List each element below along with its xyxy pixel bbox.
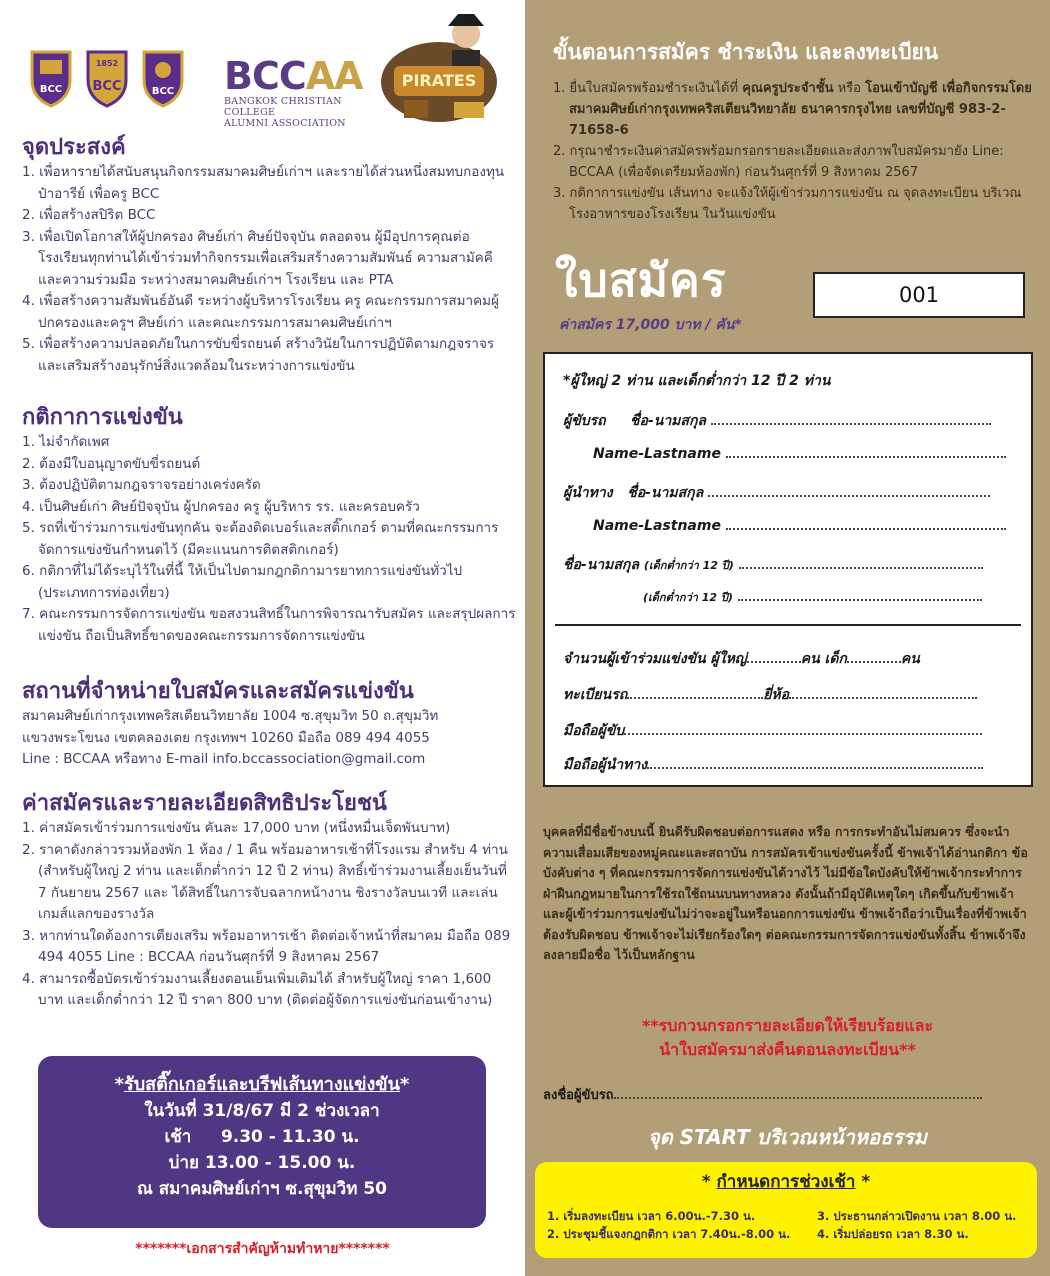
- list-item: 3. หากท่านใดต้องการเตียงเสริม พร้อมอาหารเช้า ติดต่อเจ้าหน้าที่สมาคม มือถือ 089 494 4055 Line : BCCAA ก่อนวันศุกร์ที่ 9 สิงหาคม 2567: [22, 927, 511, 965]
- step-1-text: 1. ยื่นใบสมัครพร้อมชำระเงินได้ที่: [553, 81, 743, 96]
- schedule-title-text: กำหนดการช่วงเช้า: [716, 1172, 856, 1192]
- steps-heading: ขั้นตอนการสมัคร ชำระเงิน และลงทะเบียน: [553, 40, 939, 64]
- bccaa-logo: [224, 54, 384, 129]
- promo-location: ณ สมาคมศิษย์เก่าฯ ซ.สุขุมวิท 50: [137, 1179, 387, 1199]
- step-2: 2. กรุณาชำระเงินค่าสมัครพร้อมกรอกรายละเอียดและส่งภาพใบสมัครมายัง Line: BCCAA (เพื่อจัดเตรียมห้องพัก) ก่อนวันศุกร์ที่ 9 สิงหาคม 2567: [553, 144, 1004, 180]
- driver-name-field[interactable]: [711, 413, 991, 425]
- bccaa-brand: BCCAA: [224, 54, 363, 98]
- participants-kids-label: คน เด็ก: [800, 651, 847, 667]
- navigator-name-en-label: Name-Lastname: [593, 518, 721, 534]
- brand-field[interactable]: [789, 687, 977, 699]
- driver-name-row[interactable]: [563, 410, 991, 432]
- reminder-line-1: **รบกวนกรอกรายละเอียดให้เรียบร้อยและ: [641, 1016, 934, 1035]
- list-item: 2. ต้องมีใบอนุญาตขับขี่รถยนต์: [22, 455, 201, 472]
- benefits-list: [22, 818, 517, 1012]
- purpose-heading: จุดประสงค์: [22, 135, 126, 160]
- navigator-mobile-label: มือถือผู้นำทาง: [563, 757, 648, 773]
- purpose-list: [22, 162, 517, 377]
- navigator-mobile-row[interactable]: [563, 754, 983, 776]
- child-name-row[interactable]: [563, 554, 983, 576]
- crest-text: BCC: [92, 79, 122, 94]
- driver-name-en-row[interactable]: [593, 446, 1006, 462]
- svg-text:BCC: BCC: [151, 86, 175, 97]
- promo-date: ในวันที่ 31/8/67 มี 2 ช่วงเวลา: [144, 1101, 380, 1121]
- rules-heading: กติกาการแข่งขัน: [22, 405, 183, 430]
- navigator-name-en-row[interactable]: [593, 518, 1006, 534]
- rules-section: [22, 404, 517, 647]
- step-1-bank: โอนเข้าบัญชี เพื่อกิจกรรมโดยสมาคมศิษย์เก่ากรุงเทพคริสเตียนวิทยาลัย ธนาคารกรุงไทย เลขที่บัญชี 983-2-71658-6: [569, 81, 1032, 138]
- step-1-or: หรือ: [833, 81, 866, 96]
- crest-year: 1852: [95, 59, 119, 68]
- plate-label: ทะเบียนรถ: [563, 687, 628, 703]
- driver-label: ผู้ขับรถ: [563, 413, 606, 429]
- venue-contact-line: Line : BCCAA หรือทาง E-mail info.bccassociation@gmail.com: [22, 751, 426, 767]
- schedule-item: 3. ประธานกล่าวเปิดงาน เวลา 8.00 น.: [817, 1209, 1017, 1223]
- brand-label: ยี่ห้อ: [763, 687, 790, 703]
- pirates-rally-logo-icon: [374, 10, 504, 128]
- schedule-title: [535, 1168, 1037, 1195]
- participants-unit-label: คน: [900, 651, 920, 667]
- form-note: *ผู้ใหญ่ 2 ท่าน และเด็กต่ำกว่า 12 ปี 2 ท่าน: [563, 373, 831, 389]
- application-title: ใบสมัคร: [555, 253, 727, 307]
- school-crest-icon: [28, 46, 74, 108]
- child-note: (เด็กต่ำกว่า 12 ปี): [643, 559, 734, 572]
- step-3: 3. กติกาการแข่งขัน เส้นทาง จะแจ้งให้ผู้เข้าร่วมการแข่งขัน ณ จุดลงทะเบียน บริเวณโรงอาหารของโรงเรียน ในวันแข่งขัน: [553, 186, 1022, 222]
- driver-mobile-row[interactable]: [563, 720, 982, 742]
- schedule-item: 1. เริ่มลงทะเบียน เวลา 6.00น.-7.30 น.: [547, 1209, 756, 1223]
- list-item: 3. ต้องปฏิบัติตามกฎจราจรอย่างเคร่งครัด: [22, 477, 261, 493]
- schedule-item: 4. เริ่มปล่อยรถ เวลา 8.30 น.: [817, 1227, 969, 1241]
- list-item: 3. เพื่อเปิดโอกาสให้ผู้ปกครอง ศิษย์เก่า ศิษย์ปัจจุบัน ตลอดจน ผู้มีอุปการคุณต่อโรงเรียนทุกท่านได้เข้าร่วมทำกิจกรรมเพื่อเสริมสร้างความสัมพันธ์ ความสามัคคี และความร่วมมือ ระหว่างสมาคมศิษย์เก่าฯ โรงเรียน และ PTA: [22, 228, 493, 288]
- driver-mobile-field[interactable]: [624, 723, 982, 735]
- start-point: จุด START บริเวณหน้าหอธรรม: [648, 1125, 927, 1149]
- schedule-item: 2. ประชุมชี้แจงกฎกติกา เวลา 7.40น.-8.00 น.: [547, 1227, 791, 1241]
- step-1-teacher: คุณครูประจำชั้น: [742, 81, 834, 96]
- venue-section: [22, 678, 517, 771]
- liability-disclaimer: บุคคลที่มีชื่อข้างบนนี้ ยินดีรับผิดชอบต่อการแสดง หรือ การกระทำอันไม่สมควร ซึ่งจะนำความเสื่อมเสียของหมู่คณะและสถาบัน การสมัครเข้าแข่งขันครั้งนี้ ข้าพเจ้าได้อ่านกติกา ข้อบังคับต่าง ๆ ที่คณะกรรมการจัดการแข่งขันได้วางไว้ ไม่มีข้อใดบังคับให้ข้าพเจ้ากระทำการฝ่าฝืนกฎหมายในการใช้รถใช้ถนนบนทางหลวง ดังนั้นถ้ามีอุบัติเหตุใดๆ เกิดขึ้นกับข้าพเจ้าและผู้เข้าร่วมการแข่งขันไม่ว่าจะอยู่ในหรือนอกการแข่งขัน ข้าพเจ้าถือว่าเป็นเรื่องที่ข้าพเจ้าต้องรับผิดชอบ ข้าพเจ้าจะไม่เรียกร้องใดๆ ต่อคณะกรรมการจัดการแข่งขันทั้งสิ้น ข้าพเจ้าจึงลงลายมือชื่อ ไว้เป็นหลักฐาน: [543, 824, 1028, 962]
- sticker-briefing-box: [38, 1056, 486, 1228]
- purpose-section: [22, 134, 517, 377]
- list-item: 5. เพื่อสร้างความปลอดภัยในการขับขี่รถยนต์ สร้างวินัยในการปฏิบัติตามกฎจราจรและเสริมสร้างอนุรักษ์สิ่งแวดล้อมในระหว่างการแข่งขัน: [22, 336, 495, 374]
- navigator-name-row[interactable]: [563, 482, 990, 504]
- promo-title-text: รับสติ๊กเกอร์และบรีฟเส้นทางแข่งขัน: [124, 1074, 400, 1095]
- application-number: 001: [813, 272, 1025, 318]
- promo-afternoon: บ่าย 13.00 - 15.00 น.: [168, 1153, 356, 1173]
- adults-count-field[interactable]: [747, 651, 801, 663]
- plate-field[interactable]: [627, 687, 763, 699]
- child-note: (เด็กต่ำกว่า 12 ปี): [643, 591, 733, 604]
- driver-mobile-label: มือถือผู้ขับ: [563, 723, 625, 739]
- benefits-heading: ค่าสมัครและรายละเอียดสิทธิประโยชน์: [22, 791, 387, 816]
- list-item: 7. คณะกรรมการจัดการแข่งขัน ขอสงวนสิทธิ์ในการพิจารณารับสมัคร และสรุปผลการแข่งขัน ถือเป็นสิทธิ์ขาดของคณะกรรมการจัดการแข่งขัน: [22, 606, 516, 644]
- school-crest-1852-icon: [84, 46, 130, 108]
- list-item: 2. ราคาดังกล่าวรวมห้องพัก 1 ห้อง / 1 คืน พร้อมอาหารเช้าที่โรงแรม สำหรับ 4 ท่าน (สำหรับผู้ใหญ่ 2 ท่าน และเด็กต่ำกว่า 12 ปี 2 ท่าน) สิทธิ์เข้าร่วมงานเลี้ยงเย็นวันที่ 7 กันยายน 2567 และ ได้สิทธิ์ในการจับฉลากหน้างาน ชิงรางวัลบนเวที และเล่นเกมส์แลกของรางวัล: [22, 841, 508, 922]
- venue-heading: สถานที่จำหน่ายใบสมัครและสมัครแข่งขัน: [22, 679, 414, 704]
- important-document-warning: *******เอกสารสำคัญห้ามทำหาย*******: [135, 1241, 390, 1257]
- application-form: [543, 352, 1033, 787]
- schedule-title-prefix: *: [701, 1172, 717, 1192]
- navigator-name-th-label: ชื่อ-นามสกุล: [627, 485, 704, 501]
- venue-line: สมาคมศิษย์เก่ากรุงเทพคริสเตียนวิทยาลัย 1004 ซ.สุขุมวิท 50 ถ.สุขุมวิท: [22, 708, 439, 724]
- list-item: 4. เป็นศิษย์เก่า ศิษย์ปัจจุบัน ผู้ปกครอง ครู ผู้บริหาร รร. และครอบครัว: [22, 498, 420, 515]
- venue-line: แขวงพระโขนง เขตคลองเตย กรุงเทพฯ 10260 มือถือ 089 494 4055: [22, 729, 430, 746]
- navigator-name-field[interactable]: [708, 485, 990, 497]
- rules-list: [22, 432, 517, 647]
- list-item: 2. เพื่อสร้างสปิริต BCC: [22, 207, 156, 223]
- navigator-mobile-field[interactable]: [647, 757, 983, 769]
- form-divider: [555, 624, 1021, 626]
- promo-title-prefix: *: [114, 1074, 125, 1095]
- promo-morning: เช้า 9.30 - 11.30 น.: [164, 1127, 360, 1147]
- steps-list: [553, 78, 1041, 225]
- child-name-field[interactable]: [739, 557, 983, 569]
- list-item: 1. เพื่อหารายได้สนับสนุนกิจกรรมสมาคมศิษย์เก่าฯ และรายได้ส่วนหนึ่งสมทบกองทุนป๋าอารีย์ เพื่อครู BCC: [22, 164, 505, 202]
- kids-count-field[interactable]: [847, 651, 901, 663]
- bccaa-brand-accent: AA: [305, 54, 363, 98]
- schedule-title-suffix: *: [855, 1172, 871, 1192]
- child-name-row-2[interactable]: [643, 588, 982, 606]
- participants-adults-label: จำนวนผู้เข้าร่วมแข่งขัน ผู้ใหญ่: [563, 651, 747, 667]
- navigator-label: ผู้นำทาง: [563, 485, 613, 501]
- signature-field[interactable]: [614, 1089, 982, 1099]
- list-item: 4. เพื่อสร้างความสัมพันธ์อันดี ระหว่างผู้บริหารโรงเรียน ครู คณะกรรมการสมาคมผู้ปกครองและครูฯ ศิษย์เก่า และคณะกรรมการสมาคมศิษย์เก่าฯ: [22, 293, 499, 331]
- child-name-label: ชื่อ-นามสกุล: [563, 557, 639, 573]
- driver-name-en-field[interactable]: [726, 446, 1006, 458]
- promo-title-suffix: *: [399, 1074, 410, 1095]
- car-row[interactable]: [563, 684, 977, 706]
- right-panel: [525, 0, 1050, 1276]
- svg-text:PIRATES: PIRATES: [401, 71, 477, 90]
- morning-schedule-box: [535, 1162, 1037, 1258]
- driver-name-th-label: ชื่อ-นามสกุล: [630, 413, 707, 429]
- school-crest-icon: [140, 46, 186, 108]
- list-item: 4. สามารถซื้อบัตรเข้าร่วมงานเลี้ยงตอนเย็นเพิ่มเติมได้ สำหรับผู้ใหญ่ ราคา 1,600 บาท และเด็กต่ำกว่า 12 ปี ราคา 800 บาท (ติดต่อผู้จัดการแข่งขันก่อนเข้างาน): [22, 970, 493, 1008]
- child-name-field-2[interactable]: [738, 589, 982, 601]
- svg-text:BCC: BCC: [39, 84, 63, 95]
- list-item: 6. กติกาที่ไม่ได้ระบุไว้ในที่นี้ ให้เป็นไปตามกฎกติกามารยาทการแข่งขันทั่วไป (ประเภทการท่องเที่ยว): [22, 563, 463, 601]
- list-item: 5. รถที่เข้าร่วมการแข่งขันทุกคัน จะต้องติดเบอร์และสติ๊กเกอร์ ตามที่คณะกรรมการจัดการแข่งขันกำหนดไว้ (มีคะแนนการติดสติกเกอร์): [22, 520, 499, 558]
- application-fee: ค่าสมัคร 17,000 บาท / คัน*: [559, 317, 742, 333]
- driver-name-en-label: Name-Lastname: [593, 446, 721, 462]
- bccaa-sub2: ALUMNI ASSOCIATION: [224, 118, 346, 129]
- participants-row[interactable]: [563, 648, 920, 670]
- promo-title: [38, 1072, 486, 1098]
- list-item: 1. ไม่จำกัดเพศ: [22, 434, 110, 450]
- list-item: 1. ค่าสมัครเข้าร่วมการแข่งขัน คันละ 17,000 บาท (หนึ่งหมื่นเจ็ดพันบาท): [22, 820, 451, 836]
- navigator-name-en-field[interactable]: [726, 518, 1006, 530]
- step-1: [553, 78, 1041, 141]
- fill-reminder: [525, 1014, 1050, 1062]
- signature-label: ลงชื่อผู้ขับรถ: [543, 1088, 614, 1103]
- reminder-line-2: นำใบสมัครมาส่งคืนตอนลงทะเบียน**: [659, 1040, 916, 1059]
- benefits-section: [22, 790, 517, 1012]
- logo-row: [24, 10, 504, 130]
- bccaa-sub1: BANGKOK CHRISTIAN COLLEGE: [224, 96, 342, 118]
- signature-row[interactable]: [543, 1084, 982, 1105]
